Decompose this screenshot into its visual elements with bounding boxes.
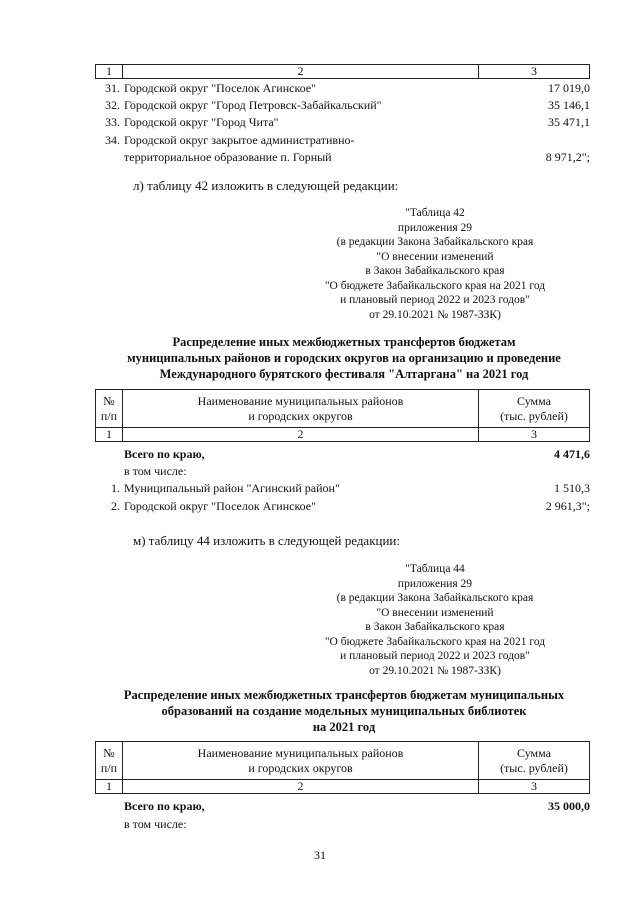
header-text: и городских округов [248, 760, 353, 775]
col-sum-header [479, 742, 590, 780]
header-text: п/п [100, 760, 118, 775]
col-index-1: 1 [96, 65, 123, 79]
total-row [100, 798, 590, 814]
header-text: Наименование муниципальных районов [197, 393, 404, 408]
quote-line: от 29.10.2021 № 1987-ЗЗК) [369, 664, 501, 677]
total-value: 4 471,6 [554, 447, 590, 461]
quote-line: приложения 29 [397, 221, 473, 234]
row-name: Муниципальный район "Агинский район" [124, 481, 340, 495]
row-name-line2: территориальное образование п. Горный [124, 150, 332, 164]
row-name: Городской округ "Поселок Агинское" [124, 499, 317, 513]
quote-line: "Таблица 42 [405, 207, 465, 219]
col-number-header [96, 742, 123, 780]
quote-line: (в редакции Закона Забайкальского края [336, 592, 534, 604]
table-42-title [94, 334, 594, 382]
table-44-title [94, 687, 594, 735]
top-table-index-row [95, 64, 590, 79]
quote-line: и плановый период 2022 и 2023 годов" [340, 650, 530, 662]
header-text: (тыс. рублей) [500, 760, 568, 775]
col-index-3: 3 [479, 780, 590, 794]
row-number: 31. [105, 81, 120, 95]
header-text: Наименование муниципальных районов [197, 745, 404, 760]
header-text: Сумма [517, 745, 551, 760]
quote-line: (в редакции Закона Забайкальского края [336, 236, 534, 248]
table-44-reference [300, 562, 570, 678]
col-index-1: 1 [96, 428, 123, 442]
table-42-reference [300, 206, 570, 322]
header-text: № [103, 393, 115, 408]
table-row [100, 480, 590, 496]
row-number: 2. [111, 499, 120, 513]
quote-line: и плановый период 2022 и 2023 годов" [340, 294, 530, 306]
list-item [100, 80, 590, 96]
page-number: 31 [314, 848, 326, 862]
header-text: № [103, 745, 115, 760]
including-row [100, 463, 590, 479]
row-sum: 2 961,3"; [545, 499, 590, 513]
row-number: 1. [111, 481, 120, 495]
total-row [100, 446, 590, 462]
quote-line: в Закон Забайкальского края [365, 621, 505, 633]
row-name: Городской округ "Город Петровск-Забайкальский" [124, 98, 382, 112]
header-text: п/п [100, 408, 118, 423]
col-number-header [96, 390, 123, 428]
table-44-header [95, 741, 590, 794]
header-text: (тыс. рублей) [500, 408, 568, 423]
row-name: Городской округ "Поселок Агинское" [124, 81, 317, 95]
header-text: и городских округов [248, 408, 353, 423]
quote-line: "Таблица 44 [405, 563, 465, 575]
quote-line: "О бюджете Забайкальского края на 2021 год [324, 635, 546, 648]
quote-line: от 29.10.2021 № 1987-ЗЗК) [369, 308, 501, 321]
quote-line: "О бюджете Забайкальского края на 2021 год [324, 279, 546, 292]
row-sum: 1 510,3 [554, 481, 590, 495]
title-line: образований на создание модельных муниципальных библиотек [161, 704, 527, 718]
including-label: в том числе: [124, 464, 187, 478]
col-name-header [123, 390, 479, 428]
title-line: Международного бурятского фестиваля "Алтаргана" на 2021 год [159, 367, 529, 381]
col-index-3: 3 [479, 428, 590, 442]
row-sum: 17 019,0 [548, 81, 590, 95]
quote-line: приложения 29 [397, 577, 473, 590]
col-name-header [123, 742, 479, 780]
row-sum: 35 471,1 [548, 115, 590, 129]
list-item [100, 97, 590, 113]
row-sum: 8 971,2"; [545, 150, 590, 164]
row-number: 33. [105, 115, 120, 129]
row-number: 32. [105, 98, 120, 112]
col-index-2: 2 [123, 780, 479, 794]
total-value: 35 000,0 [548, 799, 590, 813]
col-index-2: 2 [123, 65, 479, 79]
total-label: Всего по краю, [124, 799, 205, 813]
list-item [100, 114, 590, 130]
list-item [100, 132, 590, 148]
quote-line: в Закон Забайкальского края [365, 265, 505, 277]
col-sum-header [479, 390, 590, 428]
title-line: Распределение иных межбюджетных трансфертов бюджетам муниципальных [123, 688, 565, 702]
title-line: муниципальных районов и городских округов на организацию и проведение [127, 351, 561, 365]
title-line: на 2021 год [312, 720, 376, 734]
row-number: 34. [105, 133, 120, 147]
including-row [100, 816, 590, 832]
table-42-header [95, 389, 590, 442]
col-index-2: 2 [123, 428, 479, 442]
header-text: Сумма [517, 393, 551, 408]
including-label: в том числе: [124, 817, 187, 831]
total-label: Всего по краю, [124, 447, 205, 461]
col-index-1: 1 [96, 780, 123, 794]
table-row [100, 498, 590, 514]
quote-line: "О внесении изменений [376, 606, 494, 619]
instruction-m: м) таблицу 44 изложить в следующей редакции: [133, 533, 401, 548]
list-item-continuation [100, 149, 590, 165]
instruction-l: л) таблицу 42 изложить в следующей редакции: [133, 178, 399, 193]
quote-line: "О внесении изменений [376, 250, 494, 263]
col-index-3: 3 [479, 65, 590, 79]
row-name: Городской округ "Город Чита" [124, 115, 279, 129]
row-sum: 35 146,1 [548, 98, 590, 112]
title-line: Распределение иных межбюджетных трансфертов бюджетам [172, 335, 516, 349]
row-name-line1: Городской округ закрытое административно- [124, 133, 355, 147]
